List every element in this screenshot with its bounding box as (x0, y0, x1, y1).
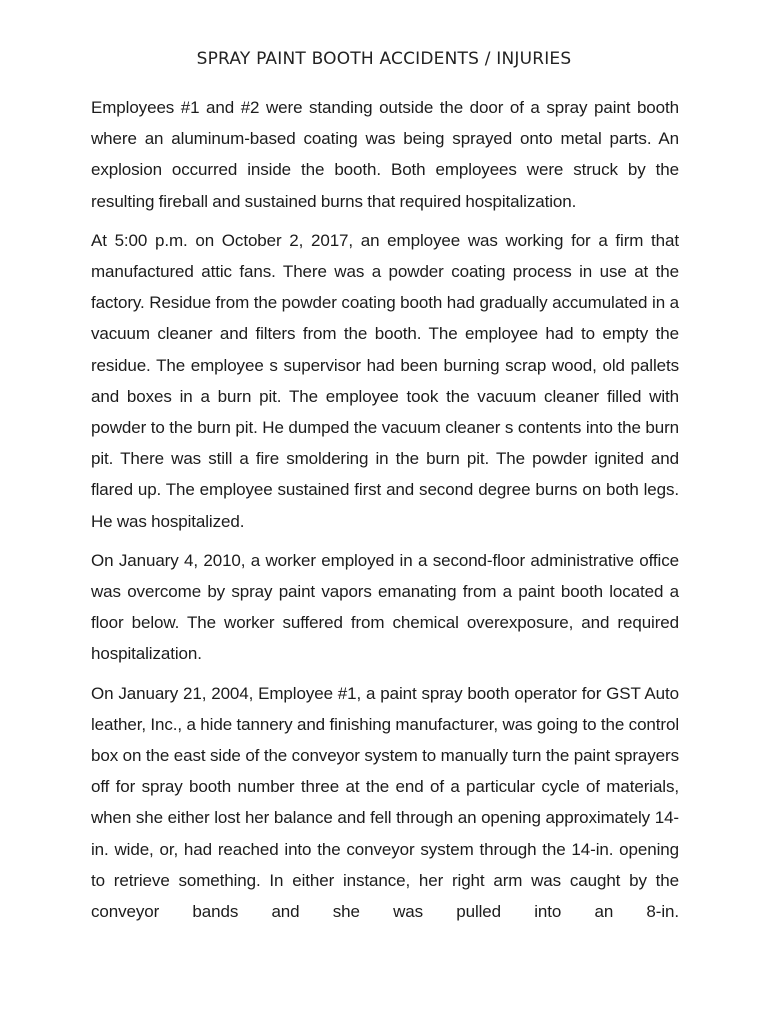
paragraph-conveyor-accident: On January 21, 2004, Employee #1, a paint spray booth operator for GST Auto leather, Inc., a hide tannery and finishing manufacturer, was going to the control box on the east side of the conveyor system to manually turn the paint sprayers off for spray booth number three at the end of a particular cycle of materials, when she either lost her balance and fell through an opening approximately 14-in. wide, or, had reached into the conveyor system through the 14-in. opening to retrieve something. In either instance, her right arm was caught by the conveyor bands and she was pulled into an 8-in. (91, 683, 679, 922)
document-body (91, 92, 679, 935)
paragraph-booth-explosion: Employees #1 and #2 were standing outside the door of a spray paint booth where an aluminum-based coating was being sprayed onto metal parts. An explosion occurred inside the booth. Both employees were struck by the resulting fireball and sustained burns that required hospitalization. (91, 98, 679, 211)
paragraph-powder-coating-burns: At 5:00 p.m. on October 2, 2017, an employee was working for a firm that manufactured attic fans. There was a powder coating process in use at the factory. Residue from the powder coating booth had gradually accumulated in a vacuum cleaner and filters from the booth. The employee had to empty the residue. The employee s supervisor had been burning scrap wood, old pallets and boxes in a burn pit. The employee took the vacuum cleaner filled with powder to the burn pit. He dumped the vacuum cleaner s contents into the burn pit. There was still a fire smoldering in the burn pit. The powder ignited and flared up. The employee sustained first and second degree burns on both legs. He was hospitalized. (91, 230, 679, 531)
page-title: SPRAY PAINT BOOTH ACCIDENTS / INJURIES (196, 49, 572, 69)
paragraph-vapor-overexposure: On January 4, 2010, a worker employed in a second-floor administrative office was overcome by spray paint vapors emanating from a paint booth located a floor below. The worker suffered from chemical overexposure, and required hospitalization. (91, 550, 679, 664)
